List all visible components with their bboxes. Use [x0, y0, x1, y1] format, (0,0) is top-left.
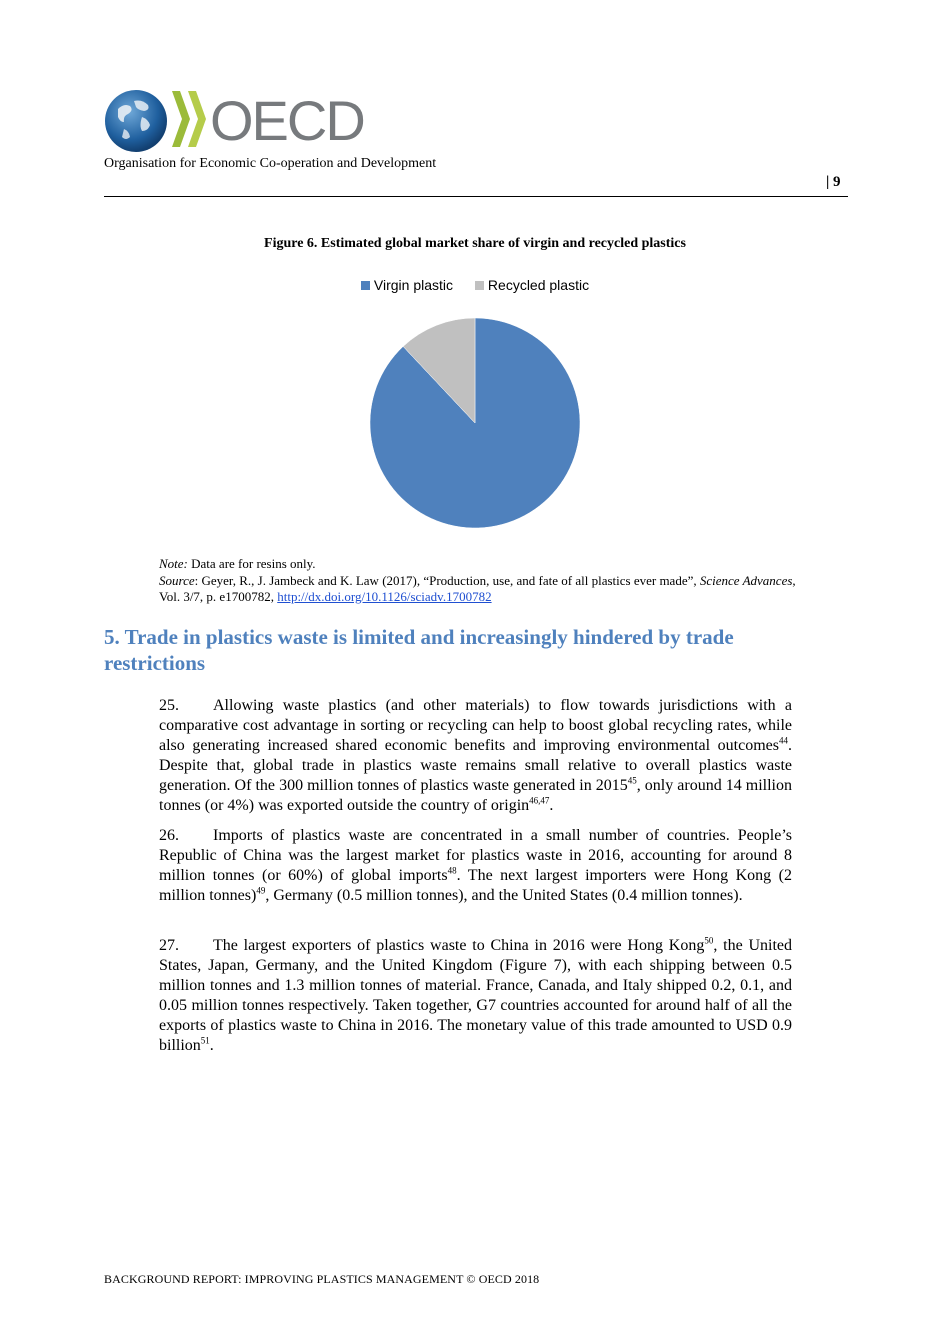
footnote-ref[interactable]: 46,47	[529, 796, 550, 807]
paragraph-text: . The next largest importers were Hong Kong (2 million tonnes)	[159, 867, 792, 905]
page-number: | 9	[826, 174, 841, 190]
legend-label-recycled: Recycled plastic	[487, 277, 590, 293]
source-doi-link[interactable]: http://dx.doi.org/10.1126/sciadv.1700782	[277, 589, 492, 604]
figure-title: Figure 6. Estimated global market share of virgin and recycled plastics	[264, 236, 686, 251]
note-label: Note:	[159, 556, 188, 571]
figure-source	[159, 573, 799, 605]
paragraph-25	[159, 696, 792, 817]
paragraph-26	[159, 826, 792, 906]
legend-swatch-virgin	[361, 281, 370, 290]
source-text-2: , Vol. 3/7, p. e1700782,	[159, 573, 796, 604]
footnote-ref[interactable]: 50	[704, 935, 714, 946]
source-journal: Science Advances	[699, 573, 793, 588]
legend-item-virgin	[361, 276, 453, 294]
note-text: Data are for resins only.	[187, 556, 316, 571]
chart-legend	[0, 276, 950, 294]
section-heading: 5. Trade in plastics waste is limited and increasingly hindered by trade restrictions	[104, 625, 734, 675]
oecd-logo-text: OECD	[210, 89, 364, 152]
legend-item-recycled	[475, 276, 589, 294]
paragraph-text: , Germany (0.5 million tonnes), and the United States (0.4 million tonnes).	[265, 887, 743, 905]
paragraph-text: The largest exporters of plastics waste to China in 2016 were Hong Kong	[213, 937, 705, 954]
footnote-ref[interactable]: 44	[779, 735, 788, 746]
paragraph-text: .	[549, 797, 554, 815]
page-footer: BACKGROUND REPORT: IMPROVING PLASTICS MANAGEMENT © OECD 2018	[104, 1272, 540, 1286]
organisation-name: Organisation for Economic Co-operation and Development	[104, 156, 437, 171]
footnote-ref[interactable]: 45	[627, 776, 637, 787]
header-divider	[104, 196, 848, 197]
source-label: Source	[159, 573, 195, 588]
paragraph-number: 27.	[159, 937, 179, 954]
paragraph-text: .	[209, 1037, 214, 1055]
paragraph-text: , only around 14 million tonnes (or 4%) was exported outside the country of origin	[159, 777, 793, 815]
paragraph-text: , the United States, Japan, Germany, and the United Kingdom (Figure 7), with each shipping between 0.5 million tonnes and 1.3 million tonnes of material. France, Canada, and Italy shipped 0.2, 0.1, and 0.05 million tonnes respectively. Taken together, G7 countries accounted for around half of all the exports of plastics waste to China in 2016. The monetary value of this trade amounted to USD 0.9 billion	[159, 937, 793, 1055]
paragraph-text: . Despite that, global trade in plastics waste remains small relative to overall plastics waste generation. Of the 300 million tonnes of plastics waste generated in 2015	[159, 737, 792, 795]
paragraph-text: Allowing waste plastics (and other materials) to flow towards jurisdictions with a comparative cost advantage in sorting or recycling can help to boost global recycling rates, while also generating increased shared economic benefits and improving environmental outcomes	[159, 697, 792, 755]
legend-label-virgin: Virgin plastic	[373, 277, 454, 293]
pie-chart	[366, 314, 584, 532]
footnote-ref[interactable]: 51	[200, 1036, 210, 1047]
paragraph-27	[159, 936, 792, 1057]
oecd-globe-logo	[104, 89, 168, 153]
source-text-1: : Geyer, R., J. Jambeck and K. Law (2017), “Production, use, and fate of all plastics ever made”,	[194, 573, 700, 588]
footnote-ref[interactable]: 48	[447, 865, 457, 876]
figure-note	[159, 556, 799, 572]
paragraph-number: 25.	[159, 697, 179, 714]
paragraph-number: 26.	[159, 827, 179, 844]
oecd-chevrons-logo	[170, 89, 208, 149]
legend-swatch-recycled	[475, 281, 484, 290]
paragraph-text: Imports of plastics waste are concentrated in a small number of countries. People’s Republic of China was the largest market for plastics waste in 2016, accounting for around 8 million tonnes (or 60%) of global imports	[159, 827, 792, 885]
footnote-ref[interactable]: 49	[256, 885, 266, 896]
